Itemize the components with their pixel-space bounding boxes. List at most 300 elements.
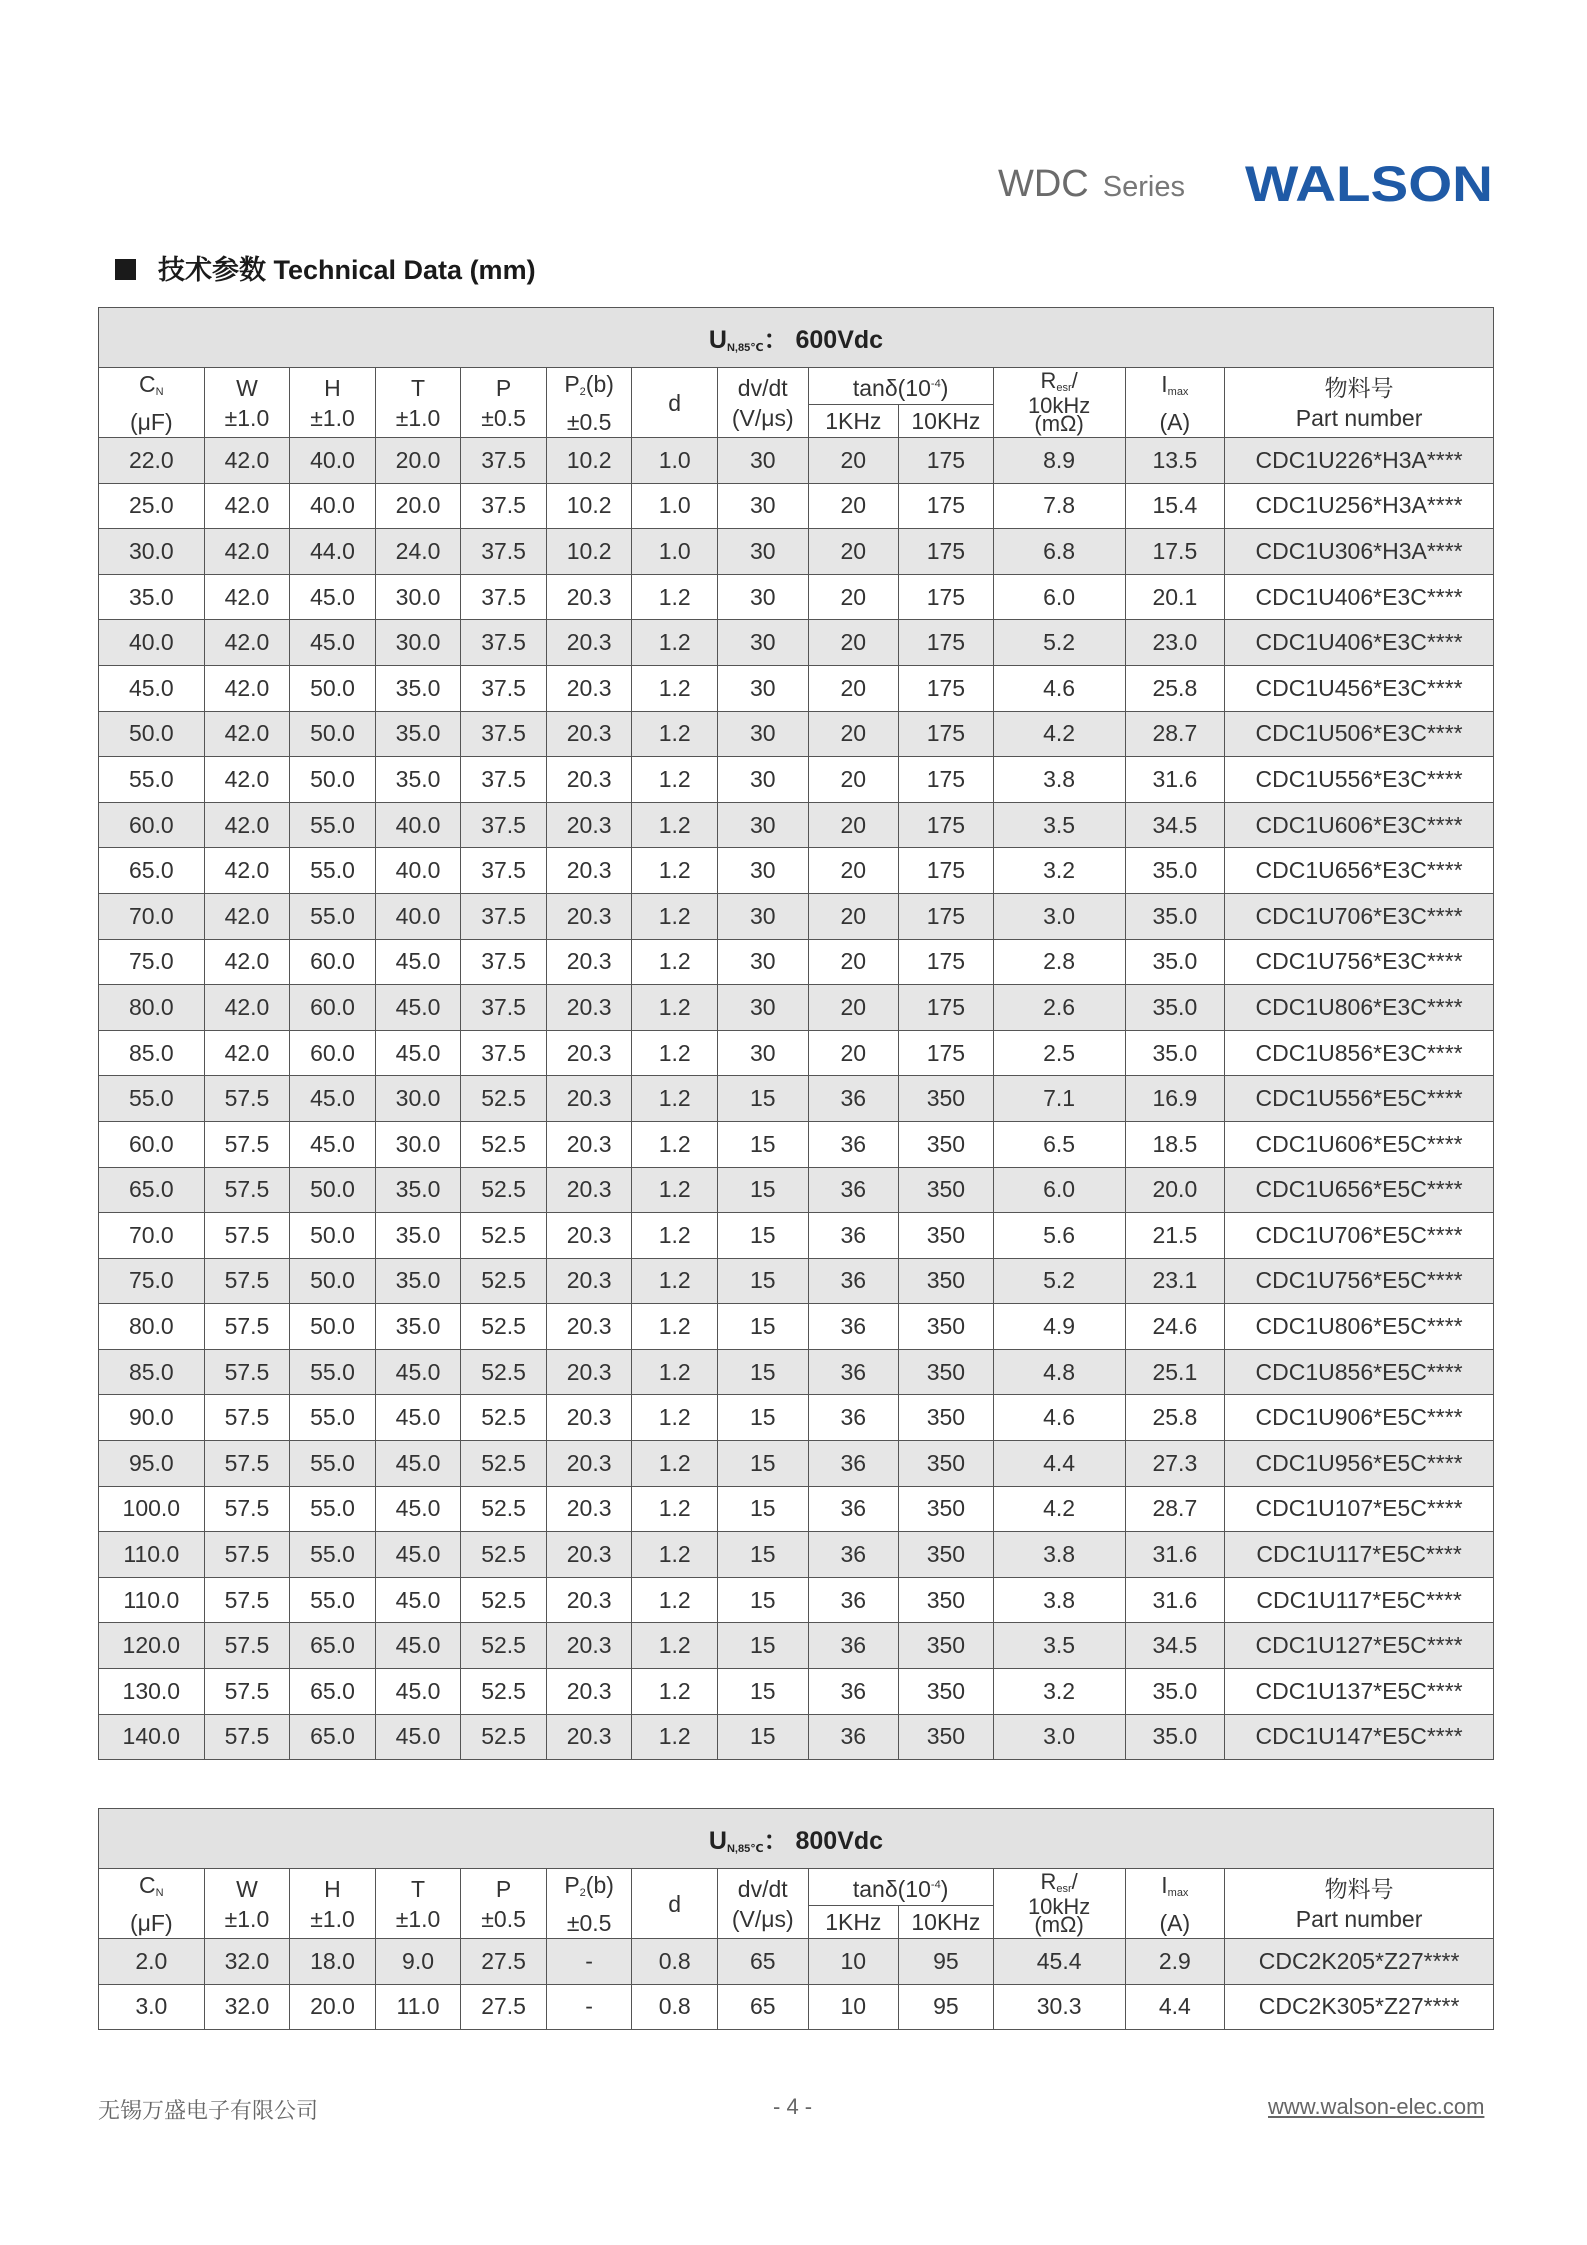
table-cell: 65 (717, 1939, 808, 1985)
table-cell: 57.5 (204, 1167, 290, 1213)
website-link[interactable]: www.walson-elec.com (1268, 2094, 1485, 2119)
label: I (1161, 1871, 1168, 1898)
table-cell: 36 (808, 1441, 899, 1487)
table-cell: 7.8 (993, 483, 1125, 529)
footer-company: 无锡万盛电子有限公司 (98, 2098, 319, 2123)
col-tan-delta (808, 368, 993, 405)
part-number-cell: CDC1U117*E5C**** (1225, 1532, 1494, 1578)
spec-table-800v (98, 1808, 1494, 2030)
table-cell: 350 (899, 1486, 994, 1532)
table-cell: 36 (808, 1395, 899, 1441)
table-cell: 85.0 (99, 1349, 205, 1395)
table-cell: 1.2 (632, 1623, 718, 1669)
label: tanδ(10 (852, 375, 931, 401)
part-number-cell: CDC1U706*E3C**** (1225, 893, 1494, 939)
table-cell: 350 (899, 1167, 994, 1213)
part-number-cell: CDC1U956*E5C**** (1225, 1441, 1494, 1487)
table-cell: 50.0 (290, 665, 376, 711)
table-cell: 350 (899, 1669, 994, 1715)
table-row (99, 1304, 1494, 1350)
table-cell: 70.0 (99, 1213, 205, 1259)
table-row (99, 1121, 1494, 1167)
series-title (998, 163, 1185, 206)
table-cell: 52.5 (461, 1076, 547, 1122)
table-cell: 16.9 (1125, 1076, 1225, 1122)
table-cell: 57.5 (204, 1577, 290, 1623)
table-cell: 42.0 (204, 665, 290, 711)
table-cell: 35.0 (375, 1213, 461, 1259)
label-en: Part number (1295, 404, 1423, 431)
table-cell: 57.5 (204, 1441, 290, 1487)
table-cell: 1.2 (632, 1577, 718, 1623)
table-cell: 50.0 (290, 711, 376, 757)
table-cell: 45.0 (375, 1669, 461, 1715)
table-cell: 1.2 (632, 1258, 718, 1304)
tol: ±0.5 (566, 1909, 612, 1936)
table-cell: 20.3 (546, 1121, 632, 1167)
table-cell: 57.5 (204, 1532, 290, 1578)
table-cell: 75.0 (99, 1258, 205, 1304)
table-cell: 30 (717, 985, 808, 1031)
table-cell: 20 (808, 985, 899, 1031)
table-cell: 120.0 (99, 1623, 205, 1669)
table-cell: 52.5 (461, 1532, 547, 1578)
table-cell: 31.6 (1125, 1532, 1225, 1578)
table-cell: 30.0 (375, 574, 461, 620)
label-en: Part number (1295, 1905, 1423, 1932)
part-number-cell: CDC1U756*E3C**** (1225, 939, 1494, 985)
table-cell: 350 (899, 1714, 994, 1760)
table-cell: 15 (717, 1532, 808, 1578)
table-cell: 25.1 (1125, 1349, 1225, 1395)
table-cell: 52.5 (461, 1304, 547, 1350)
table-cell: 1.2 (632, 1167, 718, 1213)
col-imax (1125, 368, 1225, 438)
table-cell: 1.2 (632, 985, 718, 1031)
table-cell: 55.0 (290, 1395, 376, 1441)
col-thickness (375, 368, 461, 438)
table-cell: 45.0 (290, 1121, 376, 1167)
table-cell: 36 (808, 1258, 899, 1304)
table-cell: 6.0 (993, 1167, 1125, 1213)
table-cell: 35.0 (1125, 985, 1225, 1031)
table-cell: 20.3 (546, 665, 632, 711)
table-cell: 5.6 (993, 1213, 1125, 1259)
table-cell: 20.3 (546, 1258, 632, 1304)
tol: ±1.0 (310, 404, 355, 431)
table-cell: 2.5 (993, 1030, 1125, 1076)
tol: ±1.0 (224, 1905, 270, 1932)
table-cell: 110.0 (99, 1532, 205, 1578)
label: W (236, 374, 258, 401)
table-cell: 52.5 (461, 1121, 547, 1167)
col-capacitance (99, 1869, 205, 1939)
table-cell: 175 (899, 529, 994, 575)
part-number-cell: CDC1U117*E5C**** (1225, 1577, 1494, 1623)
table-row (99, 1714, 1494, 1760)
slash: / (1071, 1869, 1078, 1894)
table-cell: 30 (717, 438, 808, 484)
table-cell: 30 (717, 893, 808, 939)
table-cell: 23.1 (1125, 1258, 1225, 1304)
table-cell: 20 (808, 711, 899, 757)
table-cell: 350 (899, 1213, 994, 1259)
table-cell: 45.0 (375, 1532, 461, 1578)
unit: (mΩ) (1034, 411, 1084, 436)
part-number-cell: CDC1U226*H3A**** (1225, 438, 1494, 484)
table-cell: 55.0 (99, 757, 205, 803)
table-cell: 52.5 (461, 1441, 547, 1487)
table-cell: 60.0 (99, 1121, 205, 1167)
voltage-subscript: N,85℃ (726, 341, 764, 354)
table-cell: 350 (899, 1532, 994, 1578)
sub: N (155, 1886, 164, 1899)
table-cell: 350 (899, 1395, 994, 1441)
table-cell: 35.0 (375, 757, 461, 803)
table-cell: 52.5 (461, 1669, 547, 1715)
table-cell: 175 (899, 893, 994, 939)
table-cell: 4.4 (1125, 1984, 1225, 2030)
table-cell: 20 (808, 483, 899, 529)
table-cell: 55.0 (290, 848, 376, 894)
sub: 2 (579, 385, 586, 398)
table-cell: 350 (899, 1258, 994, 1304)
table-cell: 22.0 (99, 438, 205, 484)
table-row (99, 848, 1494, 894)
table-cell: 42.0 (204, 757, 290, 803)
table-cell: 3.0 (99, 1984, 205, 2030)
tol: ±1.0 (224, 404, 270, 431)
table-row (99, 1486, 1494, 1532)
table-cell: 37.5 (461, 665, 547, 711)
table-cell: - (546, 1984, 632, 2030)
table-cell: 130.0 (99, 1669, 205, 1715)
table-cell: 110.0 (99, 1577, 205, 1623)
col-part-number (1225, 368, 1494, 438)
sub: max (1167, 385, 1189, 398)
table-cell: 37.5 (461, 893, 547, 939)
exp: -4 (930, 378, 941, 390)
col-pitch (461, 368, 547, 438)
table-cell: 42.0 (204, 620, 290, 666)
part-number-cell: CDC2K305*Z27**** (1225, 1984, 1494, 2030)
table-cell: 37.5 (461, 985, 547, 1031)
table-cell: 30.0 (375, 620, 461, 666)
table-cell: 1.2 (632, 1030, 718, 1076)
table-cell: 28.7 (1125, 711, 1225, 757)
table-cell: 15 (717, 1076, 808, 1122)
label: C (139, 1871, 156, 1898)
col-diameter (632, 1869, 718, 1939)
table-cell: 35.0 (375, 1167, 461, 1213)
table-cell: 1.2 (632, 1532, 718, 1578)
table-cell: 18.0 (290, 1939, 376, 1985)
table-cell: 5.2 (993, 620, 1125, 666)
table-cell: 30 (717, 802, 808, 848)
table-cell: 57.5 (204, 1121, 290, 1167)
label: W (236, 1875, 258, 1902)
table-cell: 45.0 (375, 1577, 461, 1623)
table-cell: 4.6 (993, 1395, 1125, 1441)
table-cell: 3.0 (993, 893, 1125, 939)
table-cell: 350 (899, 1349, 994, 1395)
table-row (99, 1213, 1494, 1259)
table-cell: 350 (899, 1121, 994, 1167)
table-row (99, 893, 1494, 939)
table-cell: 42.0 (204, 893, 290, 939)
table-cell: 20 (808, 620, 899, 666)
tol: ±1.0 (395, 1905, 441, 1932)
table-cell: 6.5 (993, 1121, 1125, 1167)
table-cell: 1.0 (632, 438, 718, 484)
table-cell: 15 (717, 1213, 808, 1259)
part-number-cell: CDC1U147*E5C**** (1225, 1714, 1494, 1760)
table-cell: 35.0 (99, 574, 205, 620)
col-height (290, 368, 376, 438)
walson-logo (1245, 156, 1495, 208)
table-cell: 35.0 (1125, 1714, 1225, 1760)
table-cell: 25.8 (1125, 1395, 1225, 1441)
table-cell: 55.0 (290, 802, 376, 848)
table-cell: 20 (808, 529, 899, 575)
table-cell: 20.3 (546, 985, 632, 1031)
table-cell: 30 (717, 711, 808, 757)
table-cell: 350 (899, 1623, 994, 1669)
column-header-row (99, 368, 1494, 405)
table-cell: 20.3 (546, 1669, 632, 1715)
table-cell: 52.5 (461, 1167, 547, 1213)
table-cell: 30.0 (375, 1121, 461, 1167)
slash: / (1071, 368, 1078, 393)
table-cell: 11.0 (375, 1984, 461, 2030)
table-cell: 95.0 (99, 1441, 205, 1487)
table-cell: 40.0 (375, 802, 461, 848)
col-tan-10khz: 10KHz (899, 405, 994, 438)
table-cell: 45.0 (375, 1623, 461, 1669)
table-row (99, 1167, 1494, 1213)
table-cell: 15 (717, 1623, 808, 1669)
table-cell: 20.3 (546, 802, 632, 848)
table-cell: 20.3 (546, 1532, 632, 1578)
voltage-prefix: U (708, 1826, 727, 1855)
table-cell: 50.0 (290, 1213, 376, 1259)
table-cell: 70.0 (99, 893, 205, 939)
label: P (564, 370, 580, 397)
table-cell: 45.0 (375, 1441, 461, 1487)
table-row (99, 1984, 1494, 2030)
tol: ±0.5 (481, 404, 526, 431)
table-cell: 65.0 (99, 848, 205, 894)
sub: esr (1056, 382, 1072, 394)
table-cell: 60.0 (99, 802, 205, 848)
table-cell: 20.3 (546, 893, 632, 939)
table-cell: 45.0 (375, 1395, 461, 1441)
table-cell: 20.3 (546, 1395, 632, 1441)
table-cell: 2.6 (993, 985, 1125, 1031)
table-row (99, 985, 1494, 1031)
col-part-number (1225, 1869, 1494, 1939)
label-cn: 物料号 (1324, 1875, 1394, 1902)
table-cell: 350 (899, 1441, 994, 1487)
series-suffix: Series (1102, 171, 1185, 203)
col-esr (993, 1869, 1125, 1939)
page-number: - 4 - (773, 2094, 813, 2119)
table-cell: 55.0 (99, 1076, 205, 1122)
table-cell: 10 (808, 1984, 899, 2030)
table-cell: 18.5 (1125, 1121, 1225, 1167)
table-cell: 20 (808, 802, 899, 848)
part-number-cell: CDC1U806*E3C**** (1225, 985, 1494, 1031)
table-cell: 30.3 (993, 1984, 1125, 2030)
table-cell: 20.3 (546, 1623, 632, 1669)
table-cell: 20.3 (546, 574, 632, 620)
table-cell: 57.5 (204, 1669, 290, 1715)
table-cell: 42.0 (204, 848, 290, 894)
spec-table-600v (98, 307, 1494, 1760)
table-cell: 15 (717, 1714, 808, 1760)
unit: (μF) (130, 1909, 173, 1936)
table-cell: 37.5 (461, 711, 547, 757)
voltage-row (99, 308, 1494, 368)
part-number-cell: CDC1U256*H3A**** (1225, 483, 1494, 529)
table-cell: 65.0 (290, 1714, 376, 1760)
table-cell: 1.2 (632, 1441, 718, 1487)
table-cell: 20.0 (375, 438, 461, 484)
table-cell: 52.5 (461, 1349, 547, 1395)
table-row (99, 620, 1494, 666)
col-tan-delta (808, 1869, 993, 1906)
table-cell: 3.2 (993, 1669, 1125, 1715)
part-number-cell: CDC1U906*E5C**** (1225, 1395, 1494, 1441)
table-cell: 1.2 (632, 893, 718, 939)
table-cell: 34.5 (1125, 802, 1225, 848)
col-width (204, 1869, 290, 1939)
table-cell: 1.0 (632, 529, 718, 575)
table-cell: 10.2 (546, 483, 632, 529)
table-cell: 60.0 (290, 1030, 376, 1076)
col-dvdt (717, 1869, 808, 1939)
table-cell: 65.0 (99, 1167, 205, 1213)
suffix: (b) (585, 370, 614, 397)
table-cell: 1.2 (632, 1395, 718, 1441)
table-cell: 15 (717, 1486, 808, 1532)
table-cell: 65.0 (290, 1669, 376, 1715)
table-cell: 30 (717, 620, 808, 666)
table-row (99, 438, 1494, 484)
table-cell: 20 (808, 848, 899, 894)
table-cell: 175 (899, 711, 994, 757)
table-cell: 20.3 (546, 1167, 632, 1213)
col-width (204, 368, 290, 438)
table-cell: 36 (808, 1213, 899, 1259)
part-number-cell: CDC1U856*E3C**** (1225, 1030, 1494, 1076)
table-cell: 20 (808, 893, 899, 939)
table-cell: 40.0 (290, 438, 376, 484)
table-cell: 27.3 (1125, 1441, 1225, 1487)
table-cell: 4.8 (993, 1349, 1125, 1395)
table-cell: 15 (717, 1669, 808, 1715)
table-cell: 175 (899, 438, 994, 484)
table-cell: 50.0 (290, 1304, 376, 1350)
table-row (99, 1577, 1494, 1623)
label: d (668, 389, 682, 416)
table-cell: 20.3 (546, 1577, 632, 1623)
table-cell: 8.9 (993, 438, 1125, 484)
table-cell: 20 (808, 665, 899, 711)
table-cell: 50.0 (290, 1258, 376, 1304)
table-cell: 25.0 (99, 483, 205, 529)
table-cell: 4.9 (993, 1304, 1125, 1350)
table-cell: 45.0 (375, 985, 461, 1031)
table-cell: 37.5 (461, 757, 547, 803)
table-cell: 13.5 (1125, 438, 1225, 484)
table-cell: 30 (717, 939, 808, 985)
series-name: WDC (998, 163, 1089, 205)
close: ) (940, 1876, 949, 1902)
label: H (324, 374, 341, 401)
table-cell: 25.8 (1125, 665, 1225, 711)
table-cell: 4.4 (993, 1441, 1125, 1487)
col-diameter (632, 368, 718, 438)
table-cell: 52.5 (461, 1714, 547, 1760)
table-cell: 15 (717, 1395, 808, 1441)
table-cell: 36 (808, 1349, 899, 1395)
freq: 10kHz (1027, 1894, 1091, 1919)
sub: 2 (579, 1886, 586, 1899)
voltage-value: ： 600Vdc (763, 325, 884, 354)
table-row (99, 1076, 1494, 1122)
table-cell: 7.1 (993, 1076, 1125, 1122)
part-number-cell: CDC1U556*E3C**** (1225, 757, 1494, 803)
table-cell: 15 (717, 1577, 808, 1623)
part-number-cell: CDC1U506*E3C**** (1225, 711, 1494, 757)
table-cell: 36 (808, 1167, 899, 1213)
table-cell: 50.0 (290, 757, 376, 803)
part-number-cell: CDC1U127*E5C**** (1225, 1623, 1494, 1669)
table-cell: 175 (899, 665, 994, 711)
table-cell: 31.6 (1125, 757, 1225, 803)
table-cell: 57.5 (204, 1213, 290, 1259)
table-cell: 42.0 (204, 574, 290, 620)
col-dvdt (717, 368, 808, 438)
table-cell: 3.5 (993, 802, 1125, 848)
label-cn: 物料号 (1324, 374, 1394, 401)
table-cell: 80.0 (99, 1304, 205, 1350)
table-cell: 42.0 (204, 438, 290, 484)
table-cell: 35.0 (375, 665, 461, 711)
table-row (99, 574, 1494, 620)
table-cell: 35.0 (1125, 848, 1225, 894)
col-imax (1125, 1869, 1225, 1939)
table-row (99, 1623, 1494, 1669)
tol: ±0.5 (481, 1905, 526, 1932)
table-cell: 36 (808, 1532, 899, 1578)
col-pitch (461, 1869, 547, 1939)
table-cell: 15 (717, 1121, 808, 1167)
table-cell: 1.2 (632, 1076, 718, 1122)
table-cell: 175 (899, 939, 994, 985)
table-cell: 30 (717, 757, 808, 803)
column-header-row (99, 1869, 1494, 1906)
table-cell: 35.0 (375, 1258, 461, 1304)
label: T (411, 374, 426, 401)
table-cell: 57.5 (204, 1714, 290, 1760)
table-cell: 350 (899, 1577, 994, 1623)
part-number-cell: CDC1U806*E5C**** (1225, 1304, 1494, 1350)
table-cell: 100.0 (99, 1486, 205, 1532)
table-cell: 1.2 (632, 1121, 718, 1167)
table-cell: 20.0 (375, 483, 461, 529)
